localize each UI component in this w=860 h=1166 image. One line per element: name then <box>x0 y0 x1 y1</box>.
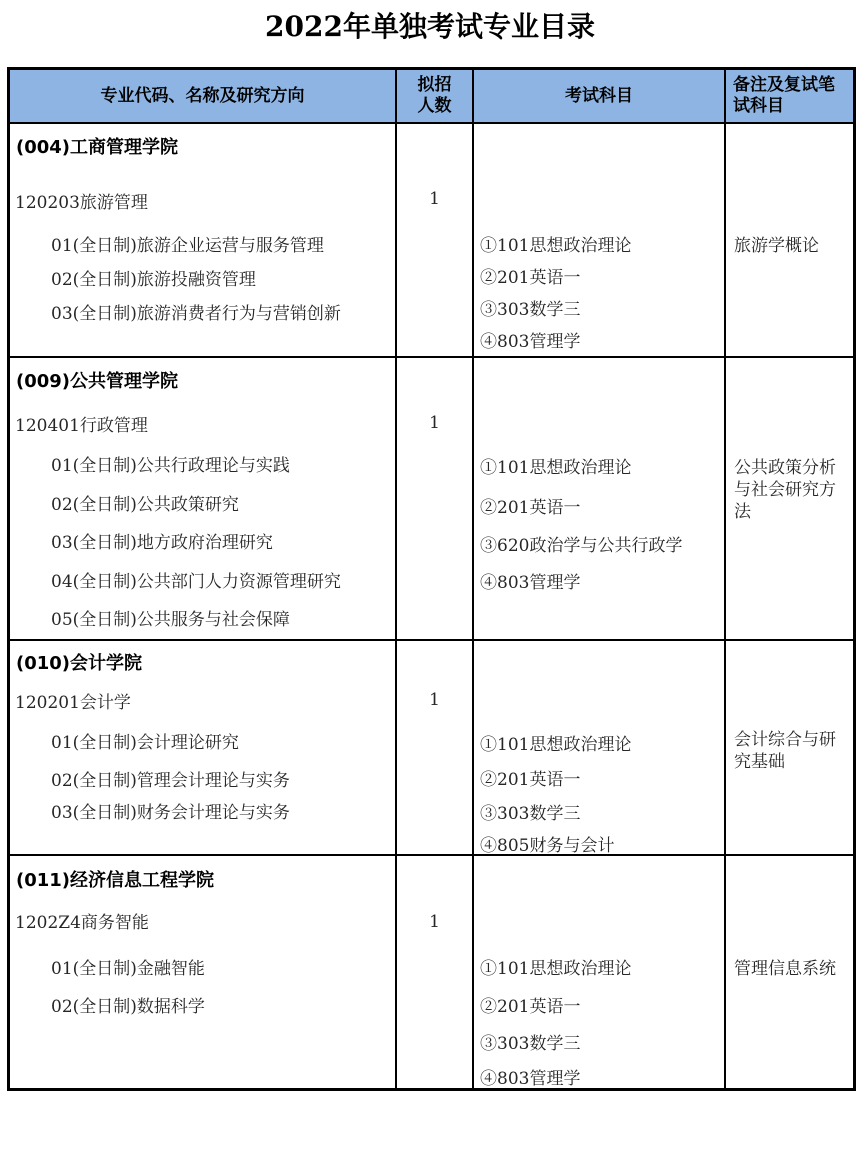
exam-subject: ②201英语一 <box>480 498 581 518</box>
exam-subject: ③620政治学与公共行政学 <box>480 536 683 556</box>
college-name: (004)工商管理学院 <box>16 137 179 158</box>
program-name: 120401行政管理 <box>15 416 148 436</box>
section-011-enrollment-cell <box>397 856 472 1088</box>
section-011-subjects-cell <box>474 856 724 1088</box>
research-direction: 02(全日制)数据科学 <box>51 997 205 1017</box>
research-direction: 01(全日制)金融智能 <box>51 959 205 979</box>
remark-text: 旅游学概论 <box>734 236 819 256</box>
exam-subject: ④805财务与会计 <box>480 836 615 854</box>
research-direction: 01(全日制)旅游企业运营与服务管理 <box>51 236 324 256</box>
section-004-enrollment-cell <box>397 124 472 356</box>
section-011-major-cell <box>10 856 395 1088</box>
section-010-subjects-cell <box>474 641 724 854</box>
exam-subject: ④803管理学 <box>480 332 581 352</box>
header-remark-column <box>726 70 853 122</box>
remark-text: 会计综合与研究基础 <box>734 730 836 772</box>
research-direction: 02(全日制)公共政策研究 <box>51 495 239 515</box>
exam-subject: ③303数学三 <box>480 1034 581 1054</box>
exam-subject: ③303数学三 <box>480 300 581 320</box>
exam-subject: ②201英语一 <box>480 997 581 1017</box>
exam-subject: ①101思想政治理论 <box>480 236 632 256</box>
page-title: 2022年单独考试专业目录 <box>265 10 595 43</box>
research-direction: 02(全日制)管理会计理论与实务 <box>51 771 290 791</box>
program-name: 120203旅游管理 <box>15 193 148 213</box>
header-enrollment-label: 拟招人数 <box>417 75 452 116</box>
exam-subject: ④803管理学 <box>480 573 581 593</box>
research-direction: 05(全日制)公共服务与社会保障 <box>51 610 290 630</box>
program-name: 1202Z4商务智能 <box>15 913 149 933</box>
research-direction: 03(全日制)地方政府治理研究 <box>51 533 273 553</box>
college-name: (009)公共管理学院 <box>16 371 179 392</box>
section-010-enrollment-cell <box>397 641 472 854</box>
enrollment-count: 1 <box>429 413 440 433</box>
exam-subject: ①101思想政治理论 <box>480 959 632 979</box>
college-name: (010)会计学院 <box>16 653 143 674</box>
research-direction: 01(全日制)会计理论研究 <box>51 733 239 753</box>
exam-subject: ④803管理学 <box>480 1069 581 1088</box>
header-enrollment-column <box>397 70 472 122</box>
section-011-remark-cell <box>726 856 853 1088</box>
program-name: 120201会计学 <box>15 693 131 713</box>
enrollment-count: 1 <box>429 912 440 932</box>
exam-subject: ②201英语一 <box>480 268 581 288</box>
exam-subject: ①101思想政治理论 <box>480 458 632 478</box>
header-remark-label: 备注及复试笔试科目 <box>733 75 835 116</box>
research-direction: 03(全日制)财务会计理论与实务 <box>51 803 290 823</box>
section-009-remark-cell <box>726 358 853 639</box>
section-004-remark-cell <box>726 124 853 356</box>
section-009-enrollment-cell <box>397 358 472 639</box>
catalog-table <box>7 67 856 1091</box>
remark-text: 管理信息系统 <box>734 959 836 979</box>
section-004-major-cell <box>10 124 395 356</box>
college-name: (011)经济信息工程学院 <box>16 870 215 891</box>
header-subjects-column <box>474 70 724 122</box>
section-010-major-cell <box>10 641 395 854</box>
research-direction: 03(全日制)旅游消费者行为与营销创新 <box>51 304 341 324</box>
research-direction: 02(全日制)旅游投融资管理 <box>51 270 256 290</box>
header-subjects-label: 考试科目 <box>565 85 633 106</box>
research-direction: 01(全日制)公共行政理论与实践 <box>51 456 290 476</box>
section-009-major-cell <box>10 358 395 639</box>
section-004-subjects-cell <box>474 124 724 356</box>
exam-subject: ②201英语一 <box>480 770 581 790</box>
exam-subject: ③303数学三 <box>480 804 581 824</box>
remark-text: 公共政策分析与社会研究方法 <box>734 458 836 522</box>
research-direction: 04(全日制)公共部门人力资源管理研究 <box>51 572 341 592</box>
enrollment-count: 1 <box>429 690 440 710</box>
section-009-subjects-cell <box>474 358 724 639</box>
exam-subject: ①101思想政治理论 <box>480 735 632 755</box>
header-major-label: 专业代码、名称及研究方向 <box>100 85 305 106</box>
header-major-column <box>10 70 395 122</box>
enrollment-count: 1 <box>429 189 440 209</box>
section-010-remark-cell <box>726 641 853 854</box>
